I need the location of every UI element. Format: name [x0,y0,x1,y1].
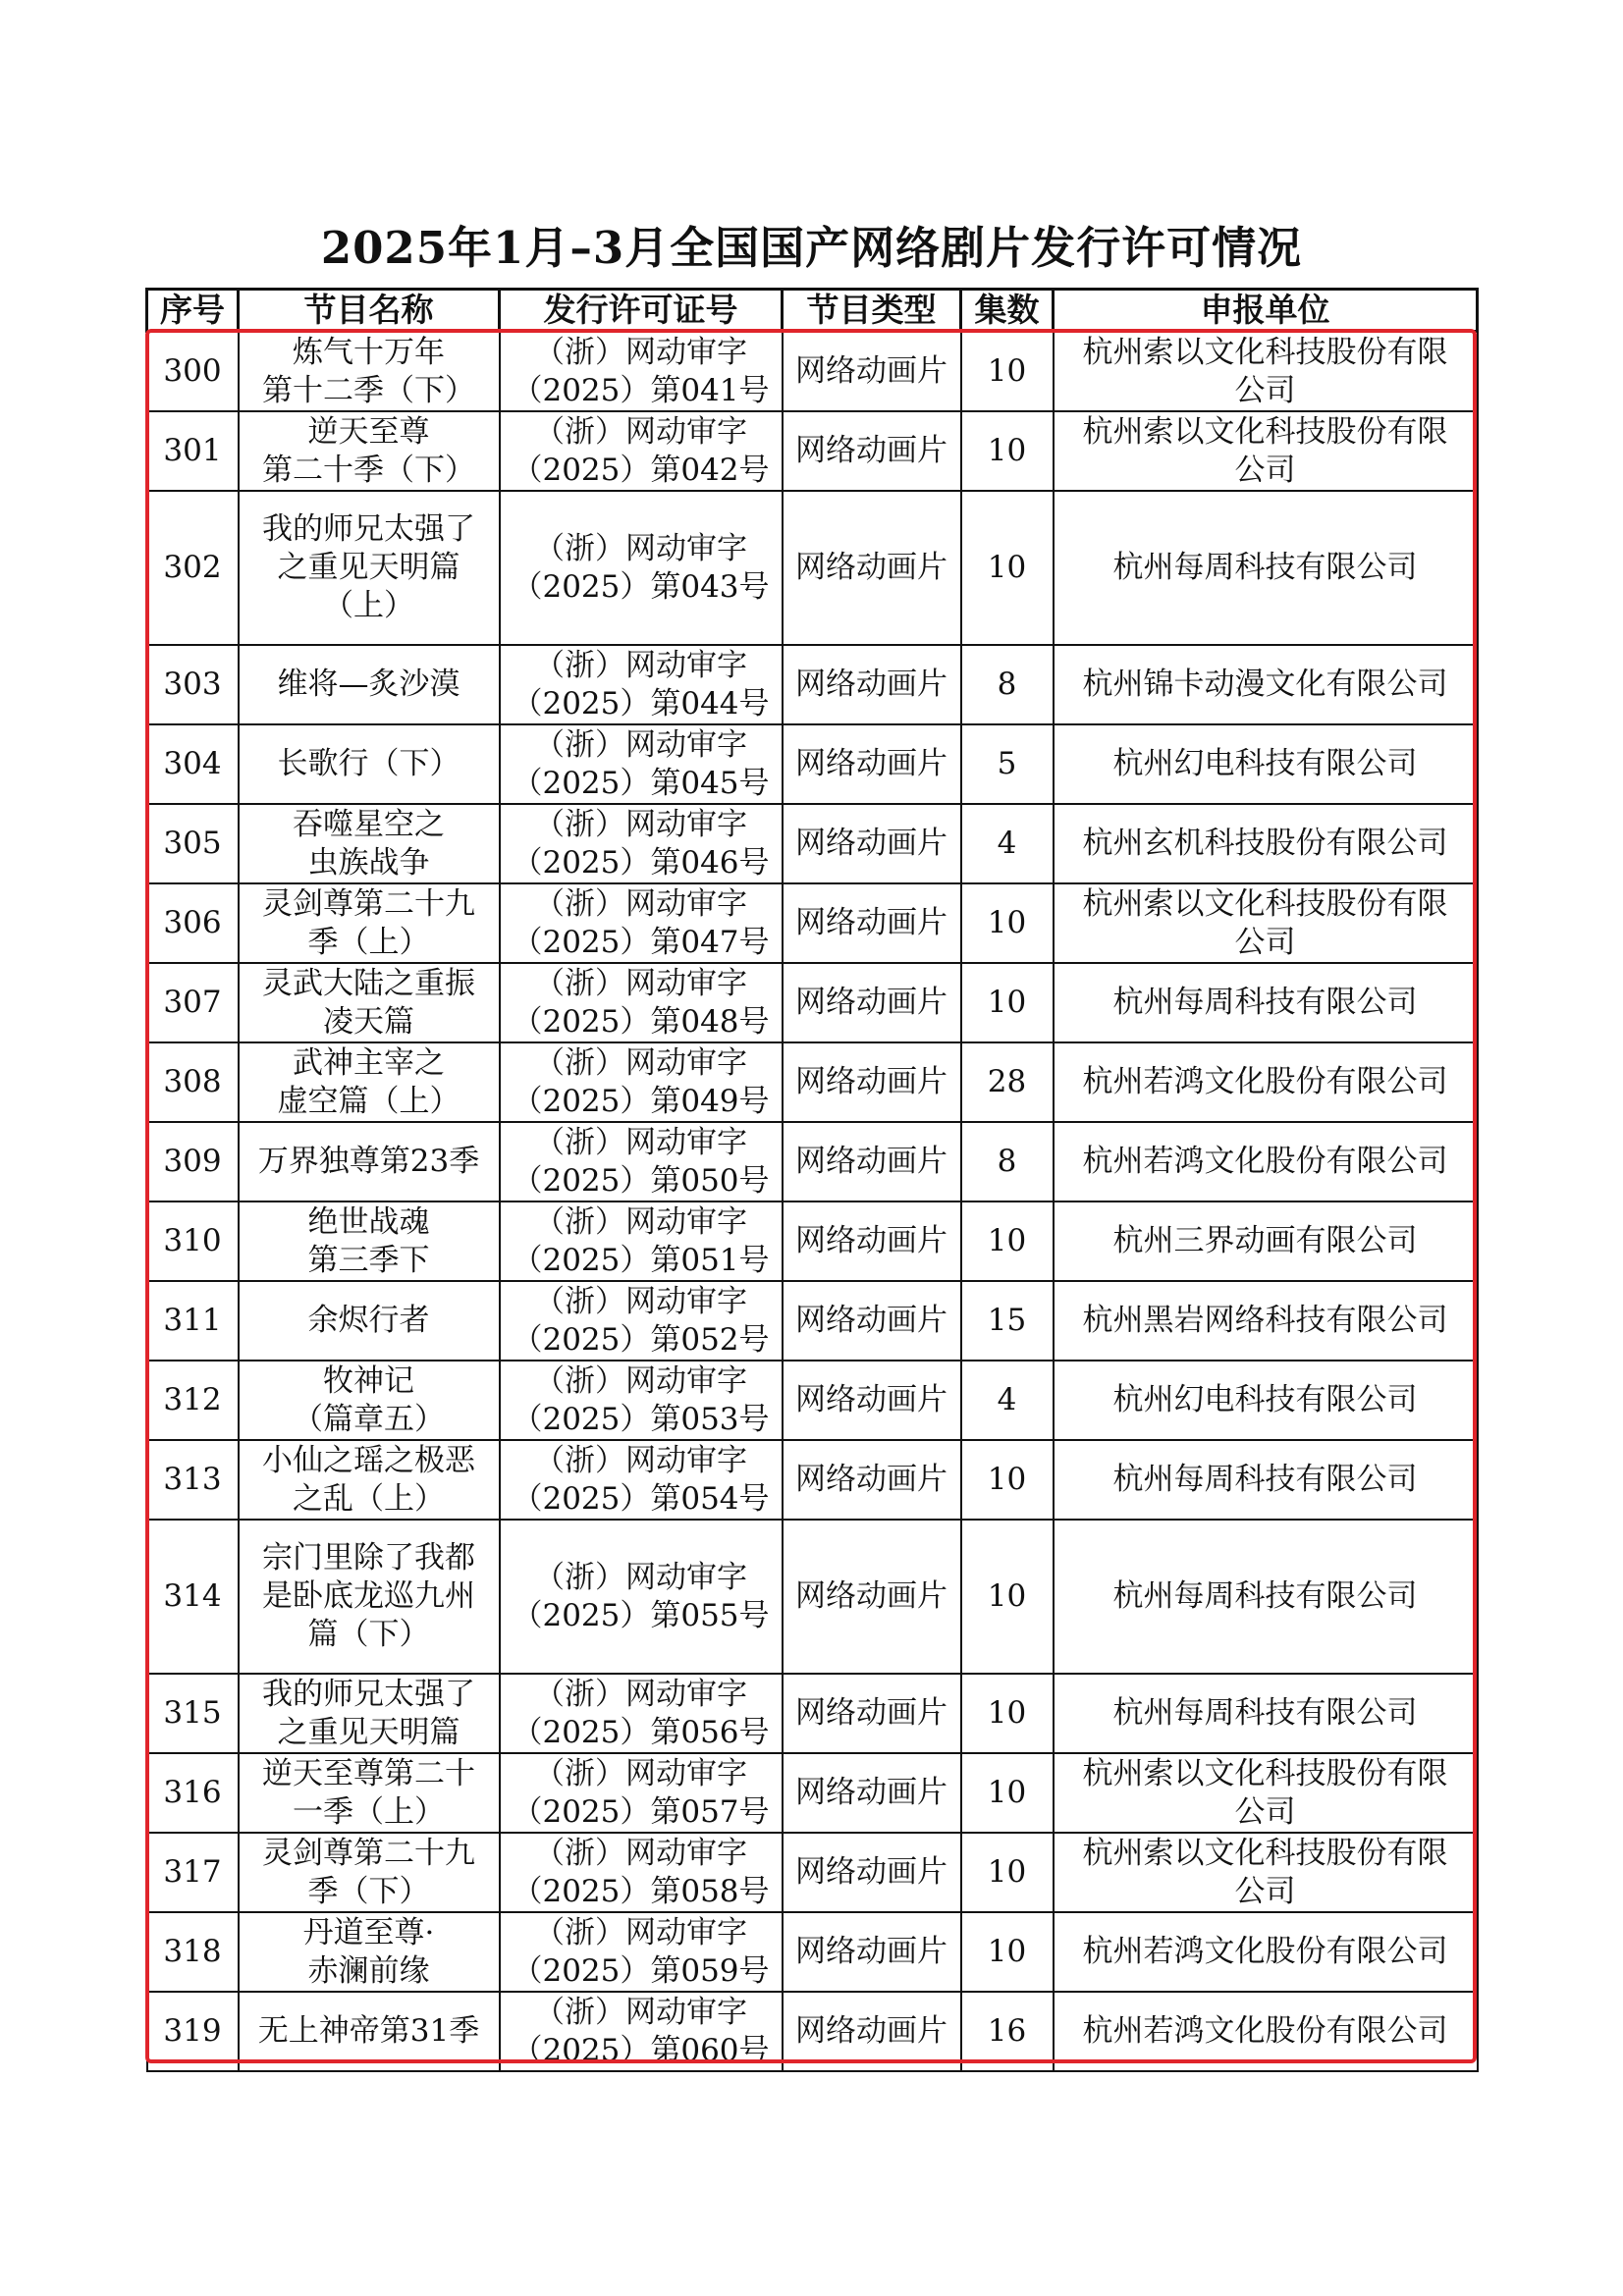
cell-license [500,645,783,724]
cell-type: 网络动画片 [783,1122,961,1201]
cell-episodes: 15 [961,1281,1054,1361]
cell-company-line: 公司 [1234,1793,1296,1830]
cell-seq: 300 [147,332,239,412]
cell-episodes: 10 [961,963,1054,1042]
cell-name-line: 我的师兄太强了 [262,1676,475,1712]
cell-company [1054,1042,1478,1122]
cell-type: 网络动画片 [783,491,961,645]
cell-license [500,1281,783,1361]
table-row [147,332,1478,412]
cell-name [239,724,500,804]
cell-name-line: 维将—炙沙漠 [277,667,460,702]
cell-license-line: （浙）网动审字 [534,1044,747,1081]
cell-name [239,645,500,724]
header-seq: 序号 [147,290,239,332]
cell-company-line: 杭州三界动画有限公司 [1112,1223,1418,1258]
cell-type: 网络动画片 [783,332,961,412]
cell-company [1054,1912,1478,1992]
cell-seq: 309 [147,1122,239,1201]
table-row [147,1201,1478,1281]
cell-name-line: 一季（上） [293,1793,445,1830]
cell-company [1054,1122,1478,1201]
cell-company-line: 杭州锦卡动漫文化有限公司 [1082,667,1448,702]
cell-license-line: （浙）网动审字 [534,1994,747,2030]
cell-type: 网络动画片 [783,1042,961,1122]
cell-name [239,411,500,491]
cell-license-line: （2025）第055号 [512,1597,770,1633]
cell-seq: 303 [147,645,239,724]
cell-name [239,491,500,645]
cell-company [1054,645,1478,724]
cell-name [239,1201,500,1281]
cell-name-line: 灵剑尊第二十九 [262,885,475,922]
cell-company [1054,1753,1478,1833]
cell-type: 网络动画片 [783,1361,961,1440]
cell-company [1054,1281,1478,1361]
cell-license [500,1833,783,1912]
cell-episodes: 10 [961,1912,1054,1992]
cell-type: 网络动画片 [783,963,961,1042]
cell-name-line: 余烬行者 [307,1303,430,1338]
cell-name-line: 赤澜前缘 [307,1952,430,1989]
table-row [147,804,1478,883]
cell-type: 网络动画片 [783,645,961,724]
cell-license [500,1440,783,1520]
cell-company [1054,1440,1478,1520]
cell-name-line: 小仙之瑶之极恶 [262,1442,475,1478]
cell-license-line: （浙）网动审字 [534,1559,747,1595]
cell-license-line: （2025）第052号 [512,1321,770,1358]
cell-license-line: （2025）第060号 [512,2032,770,2068]
cell-license-line: （2025）第057号 [512,1793,770,1830]
cell-name-line: 逆天至尊 [307,413,430,450]
cell-license-line: （浙）网动审字 [534,1835,747,1871]
cell-name [239,1912,500,1992]
cell-episodes: 5 [961,724,1054,804]
table-row [147,411,1478,491]
cell-company-line: 杭州索以文化科技股份有限 [1082,885,1448,922]
header-name: 节目名称 [239,290,500,332]
cell-license [500,804,783,883]
cell-name-line: （上） [323,588,414,623]
cell-license [500,491,783,645]
cell-name-line: 凌天篇 [323,1003,414,1040]
cell-episodes: 10 [961,1440,1054,1520]
cell-type: 网络动画片 [783,1201,961,1281]
cell-company [1054,963,1478,1042]
table-body [147,332,1478,2072]
cell-license-line: （浙）网动审字 [534,1283,747,1319]
cell-name-line: 篇（下） [307,1617,430,1652]
cell-company [1054,491,1478,645]
cell-name-line: 牧神记 [323,1362,414,1399]
cell-name-line: 季（下） [307,1873,430,1909]
cell-license-line: （2025）第041号 [512,372,770,408]
cell-license [500,411,783,491]
cell-episodes: 10 [961,1833,1054,1912]
cell-company [1054,883,1478,963]
table-row [147,1753,1478,1833]
cell-license [500,1042,783,1122]
cell-company-line: 杭州索以文化科技股份有限 [1082,334,1448,370]
cell-company-line: 杭州黑岩网络科技有限公司 [1082,1303,1448,1338]
cell-company-line: 杭州每周科技有限公司 [1112,550,1418,585]
cell-type: 网络动画片 [783,1281,961,1361]
cell-name [239,1992,500,2071]
cell-name [239,1520,500,1674]
cell-episodes: 10 [961,1753,1054,1833]
page-title: 2025年1月–3月全国国产网络剧片发行许可情况 [320,222,1303,274]
table-row [147,1281,1478,1361]
cell-name [239,1674,500,1753]
cell-company-line: 杭州每周科技有限公司 [1112,1578,1418,1614]
cell-license [500,724,783,804]
cell-episodes: 8 [961,1122,1054,1201]
cell-episodes: 4 [961,1361,1054,1440]
cell-company-line: 杭州若鸿文化股份有限公司 [1082,1064,1448,1099]
cell-name-line: （篇章五） [293,1401,445,1437]
cell-episodes: 10 [961,883,1054,963]
cell-license [500,1753,783,1833]
cell-company-line: 杭州若鸿文化股份有限公司 [1082,1144,1448,1179]
table-row [147,1833,1478,1912]
cell-license-line: （2025）第043号 [512,568,770,605]
cell-name-line: 季（上） [307,924,430,960]
cell-episodes: 10 [961,1201,1054,1281]
permit-table [145,288,1479,2072]
cell-company-line: 公司 [1234,1873,1296,1909]
cell-license-line: （浙）网动审字 [534,413,747,450]
cell-license-line: （浙）网动审字 [534,530,747,566]
cell-name [239,1833,500,1912]
cell-name-line: 无上神帝第31季 [257,2013,480,2049]
cell-name-line: 虚空篇（上） [277,1083,460,1119]
cell-company-line: 杭州每周科技有限公司 [1112,1462,1418,1497]
cell-license-line: （2025）第058号 [512,1873,770,1909]
cell-episodes: 10 [961,411,1054,491]
cell-company [1054,1674,1478,1753]
cell-company-line: 杭州索以文化科技股份有限 [1082,1755,1448,1791]
cell-company-line: 杭州索以文化科技股份有限 [1082,1835,1448,1871]
table-header-row [147,290,1478,332]
cell-company-line: 杭州幻电科技有限公司 [1112,746,1418,781]
cell-episodes: 10 [961,1674,1054,1753]
cell-type: 网络动画片 [783,1912,961,1992]
table-row [147,1520,1478,1674]
cell-company-line: 杭州若鸿文化股份有限公司 [1082,2013,1448,2049]
cell-license-line: （2025）第044号 [512,685,770,721]
header-license: 发行许可证号 [500,290,783,332]
cell-seq: 314 [147,1520,239,1674]
cell-company-line: 公司 [1234,372,1296,408]
cell-license [500,1992,783,2071]
cell-license-line: （2025）第054号 [512,1480,770,1517]
cell-name-line: 第十二季（下） [262,372,475,408]
cell-type: 网络动画片 [783,1833,961,1912]
cell-license-line: （浙）网动审字 [534,1914,747,1950]
cell-license-line: （浙）网动审字 [534,1362,747,1399]
table-row [147,724,1478,804]
cell-license-line: （浙）网动审字 [534,1676,747,1712]
cell-name [239,1361,500,1440]
cell-seq: 306 [147,883,239,963]
cell-company [1054,724,1478,804]
table-row [147,1042,1478,1122]
cell-company-line: 杭州幻电科技有限公司 [1112,1382,1418,1417]
cell-license-line: （2025）第046号 [512,844,770,881]
table-row [147,1992,1478,2071]
cell-name [239,1042,500,1122]
cell-seq: 318 [147,1912,239,1992]
cell-license-line: （浙）网动审字 [534,1203,747,1240]
cell-company [1054,411,1478,491]
cell-seq: 317 [147,1833,239,1912]
cell-type: 网络动画片 [783,1674,961,1753]
cell-seq: 319 [147,1992,239,2071]
cell-name [239,1281,500,1361]
header-company: 申报单位 [1054,290,1478,332]
cell-seq: 315 [147,1674,239,1753]
cell-episodes: 10 [961,1520,1054,1674]
cell-name-line: 第三季下 [307,1242,430,1278]
cell-name [239,332,500,412]
cell-license-line: （浙）网动审字 [534,1755,747,1791]
cell-license-line: （2025）第048号 [512,1003,770,1040]
cell-license-line: （浙）网动审字 [534,726,747,763]
cell-type: 网络动画片 [783,804,961,883]
cell-name-line: 之重见天明篇 [277,550,460,585]
table-row [147,491,1478,645]
cell-seq: 305 [147,804,239,883]
cell-name-line: 绝世战魂 [307,1203,430,1240]
cell-license-line: （浙）网动审字 [534,885,747,922]
cell-episodes: 4 [961,804,1054,883]
cell-license-line: （2025）第042号 [512,452,770,488]
cell-company [1054,804,1478,883]
cell-type: 网络动画片 [783,411,961,491]
table-row [147,1361,1478,1440]
table-row [147,1912,1478,1992]
cell-license-line: （浙）网动审字 [534,647,747,683]
cell-license [500,1201,783,1281]
cell-seq: 307 [147,963,239,1042]
cell-license [500,963,783,1042]
cell-company-line: 杭州索以文化科技股份有限 [1082,413,1448,450]
cell-name-line: 第二十季（下） [262,452,475,488]
cell-company [1054,1361,1478,1440]
cell-license-line: （浙）网动审字 [534,806,747,842]
cell-license-line: （浙）网动审字 [534,334,747,370]
cell-name [239,963,500,1042]
cell-name [239,1753,500,1833]
cell-name-line: 灵剑尊第二十九 [262,1835,475,1871]
cell-license-line: （2025）第050号 [512,1162,770,1199]
cell-company [1054,332,1478,412]
cell-license-line: （2025）第047号 [512,924,770,960]
cell-episodes: 8 [961,645,1054,724]
cell-company-line: 杭州每周科技有限公司 [1112,1695,1418,1731]
cell-seq: 301 [147,411,239,491]
cell-name-line: 之乱（上） [293,1480,445,1517]
cell-seq: 311 [147,1281,239,1361]
cell-company-line: 公司 [1234,924,1296,960]
cell-company-line: 杭州若鸿文化股份有限公司 [1082,1934,1448,1969]
cell-name-line: 宗门里除了我都 [262,1540,475,1575]
cell-type: 网络动画片 [783,1992,961,2071]
cell-name [239,1440,500,1520]
cell-type: 网络动画片 [783,724,961,804]
cell-name-line: 长歌行（下） [277,746,460,781]
cell-seq: 316 [147,1753,239,1833]
cell-license [500,1674,783,1753]
cell-name-line: 是卧底龙巡九州 [262,1578,475,1614]
cell-license-line: （2025）第059号 [512,1952,770,1989]
cell-name-line: 之重见天明篇 [277,1714,460,1750]
cell-seq: 304 [147,724,239,804]
table-row [147,1440,1478,1520]
cell-seq: 308 [147,1042,239,1122]
cell-name-line: 虫族战争 [307,844,430,881]
cell-name-line: 丹道至尊· [302,1914,435,1950]
cell-company-line: 杭州每周科技有限公司 [1112,985,1418,1020]
cell-license-line: （浙）网动审字 [534,965,747,1001]
cell-company [1054,1992,1478,2071]
cell-company-line: 杭州玄机科技股份有限公司 [1082,826,1448,861]
cell-license [500,1912,783,1992]
cell-seq: 310 [147,1201,239,1281]
cell-name-line: 吞噬星空之 [293,806,445,842]
header-episodes: 集数 [961,290,1054,332]
cell-type: 网络动画片 [783,883,961,963]
cell-seq: 312 [147,1361,239,1440]
cell-type: 网络动画片 [783,1440,961,1520]
table-row [147,883,1478,963]
cell-license-line: （2025）第049号 [512,1083,770,1119]
cell-seq: 302 [147,491,239,645]
cell-episodes: 10 [961,491,1054,645]
cell-company-line: 公司 [1234,452,1296,488]
cell-name-line: 灵武大陆之重振 [262,965,475,1001]
cell-seq: 313 [147,1440,239,1520]
cell-license-line: （2025）第056号 [512,1714,770,1750]
cell-episodes: 16 [961,1992,1054,2071]
cell-company [1054,1520,1478,1674]
table-row [147,1122,1478,1201]
cell-name-line: 万界独尊第23季 [257,1144,480,1179]
cell-episodes: 28 [961,1042,1054,1122]
cell-license-line: （浙）网动审字 [534,1124,747,1160]
header-type: 节目类型 [783,290,961,332]
cell-license [500,1520,783,1674]
cell-type: 网络动画片 [783,1520,961,1674]
table-row [147,645,1478,724]
cell-name-line: 武神主宰之 [293,1044,445,1081]
cell-license [500,1361,783,1440]
table-row [147,963,1478,1042]
cell-name-line: 我的师兄太强了 [262,511,475,547]
cell-name-line: 逆天至尊第二十 [262,1755,475,1791]
cell-license [500,1122,783,1201]
cell-name [239,1122,500,1201]
cell-license-line: （2025）第053号 [512,1401,770,1437]
cell-episodes: 10 [961,332,1054,412]
cell-company [1054,1833,1478,1912]
cell-type: 网络动画片 [783,1753,961,1833]
cell-name [239,883,500,963]
cell-company [1054,1201,1478,1281]
cell-license [500,883,783,963]
cell-license [500,332,783,412]
cell-license-line: （浙）网动审字 [534,1442,747,1478]
table-row [147,1674,1478,1753]
cell-name [239,804,500,883]
cell-name-line: 炼气十万年 [293,334,445,370]
cell-license-line: （2025）第045号 [512,765,770,801]
cell-license-line: （2025）第051号 [512,1242,770,1278]
